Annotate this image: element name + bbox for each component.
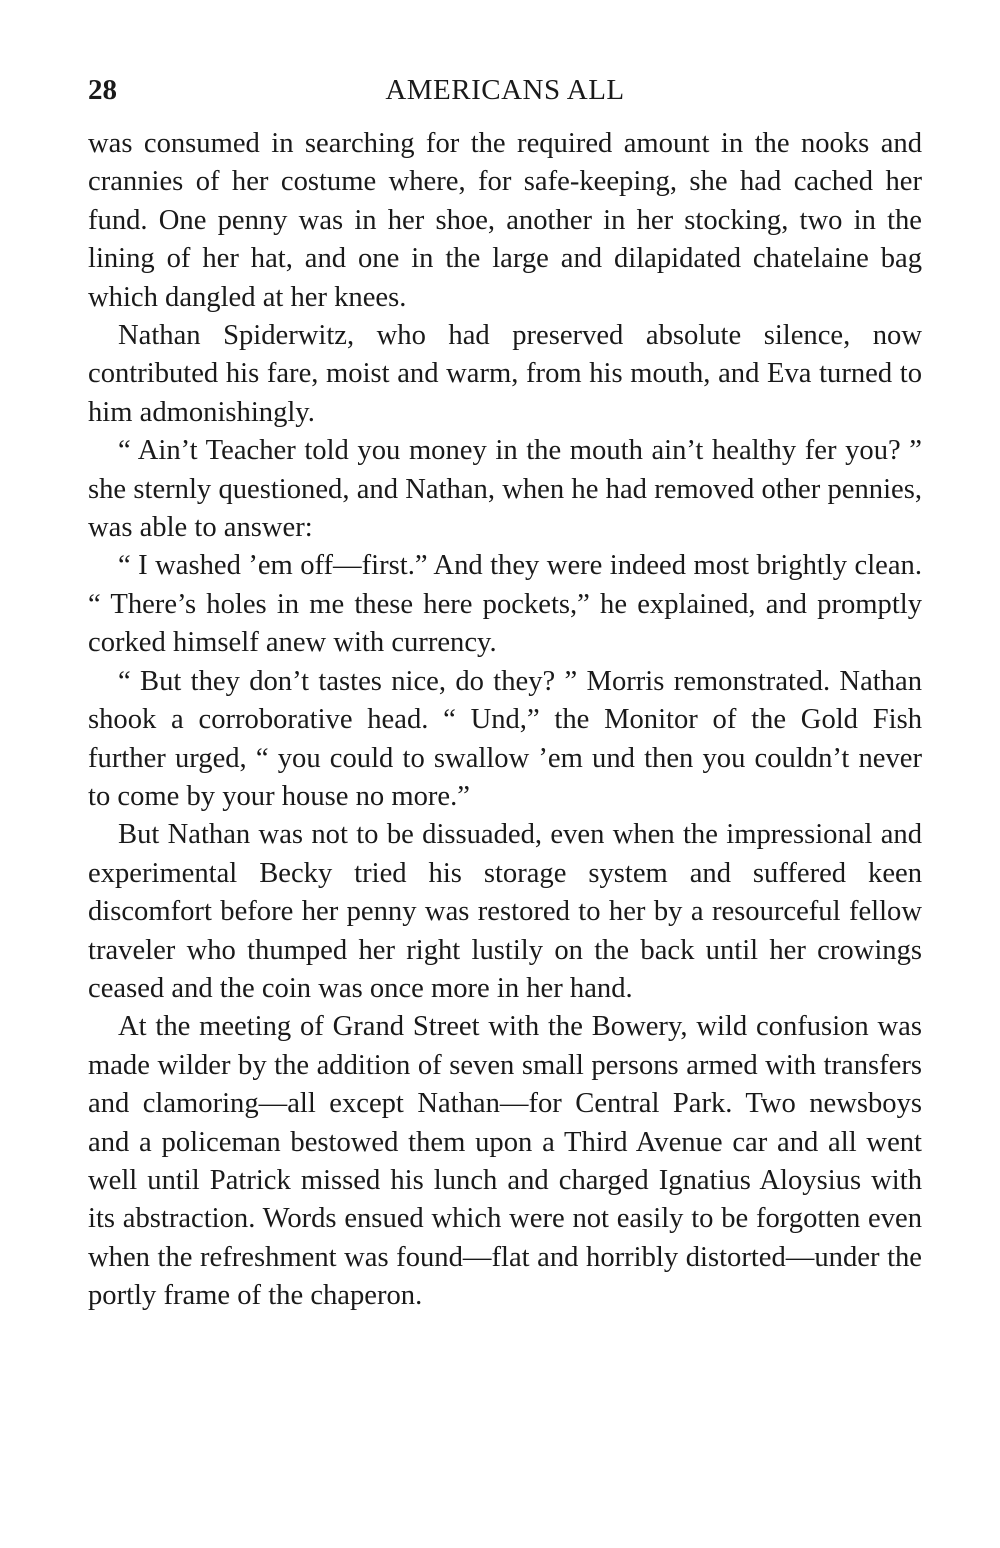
paragraph-6: But Nathan was not to be dissuaded, even when the impressional and experimental Becky tried his storage system and suffered keen discomfort before her penny was restored to her by a resourceful fellow traveler who thumped her right lustily on the back until her crowings ceased and the coin was once more in her hand. [88, 819, 922, 1004]
paragraph-3: “ Ain’t Teacher told you money in the mouth ain’t healthy fer you? ” she sternly questioned, and Nathan, when he had removed other pennies, was able to answer: [88, 435, 922, 544]
paragraph-4: “ I washed ’em off—first.” And they were indeed most brightly clean. “ There’s holes in me these here pockets,” he explained, and promptly corked himself anew with currency. [88, 550, 922, 659]
paragraph-2: Nathan Spiderwitz, who had preserved absolute silence, now contributed his fare, moist and warm, from his mouth, and Eva turned to him admonishingly. [88, 320, 922, 428]
page-header [88, 68, 922, 112]
paragraph-5: “ But they don’t tastes nice, do they? ” Morris remonstrated. Nathan shook a corroborative head. “ Und,” the Monitor of the Gold Fish further urged, “ you could to swallow ’em und then you couldn’t never to come by your house no more.” [88, 665, 922, 812]
running-title: AMERICANS ALL [385, 74, 625, 106]
page-number: 28 [88, 74, 117, 106]
paragraph-7: At the meeting of Grand Street with the Bowery, wild confusion was made wilder by the addition of seven small persons armed with transfers and clamoring—all except Nathan—for Central Park. Two newsboys and a policeman bestowed them upon a Third Avenue car and all went well until Patrick missed his lunch and charged Ignatius Aloysius with its abstraction. Words ensued which were not easily to be forgotten even when the refreshment was found—flat and horribly distorted—under the portly frame of the chaperon. [88, 1011, 922, 1312]
paragraph-1: was consumed in searching for the required amount in the nooks and crannies of her costume where, for safe-keeping, she had cached her fund. One penny was in her shoe, another in her stocking, two in the lining of her hat, and one in the large and dilapidated chatelaine bag which dangled at her knees. [88, 128, 922, 313]
body-text [88, 125, 922, 1316]
